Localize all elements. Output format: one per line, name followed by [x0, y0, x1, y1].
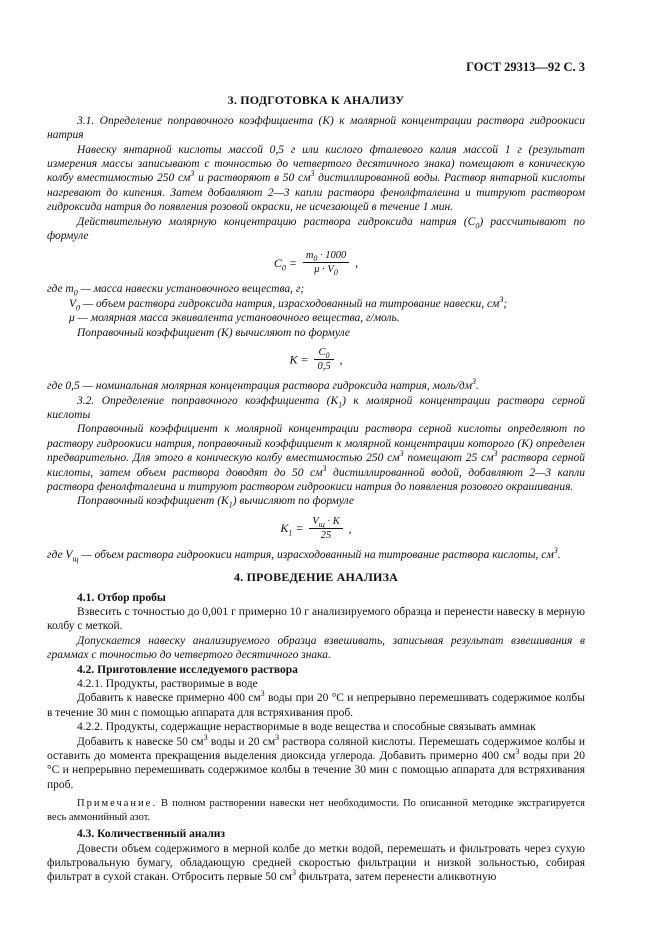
formula-k-fraction — [314, 346, 333, 373]
clause-4-2-2-text: Добавить к навеске 50 $см^3$ воды и 20 $см^3$ раствора соляной кислоты. Перемешать содержимое колбы и оставить до момента прекращения выделения диоксида углерода. Добавить примерно 400 $см^3$ воды при 20 °С и непрерывно перемешивать содержимое колбы в течение 30 мин с помощью аппарата для встряхивания проб. — [47, 732, 586, 791]
formula-k1-denominator: 25 — [320, 529, 332, 541]
clause-4-2-title: 4.2. Приготовление исследуемого раствора — [77, 663, 298, 676]
clause-4-1-text: Взвесить с точностью до 0,001 г примерно 10 г анализируемого образца и перенести навеску в мерную колбу с меткой. — [47, 605, 585, 633]
clause-3-1-concentration-intro: Действительную молярную концентрацию раствора гидроксида натрия $(С_0)$ рассчитывают по формуле — [47, 215, 585, 243]
formula-c0-lhs: $С_0$ = — [273, 255, 297, 273]
legend-c0 — [47, 282, 585, 325]
formula-c0 — [47, 249, 585, 276]
formula-c0-tail: , — [355, 255, 359, 270]
legend-c0-row: μ — молярная масса эквивалента установочного вещества, г/моль. — [69, 312, 400, 325]
formula-c0-fraction — [303, 249, 349, 276]
formula-k-denominator: 0,5 — [317, 361, 331, 373]
legend-c0-row: где $m_0$ — масса навески установочного вещества, г; — [47, 283, 305, 298]
formula-k1 — [47, 515, 585, 542]
formula-c0-numerator: $m_0 \cdot 1000$ — [303, 249, 349, 263]
formula-k-tail: , — [339, 352, 343, 367]
legend-k1: где $V_щ$ — объем раствора гидроокиси натрия, израсходованный на титрование раствора кислоты, $см^3$. — [47, 545, 561, 564]
clause-3-1-title: 3.1. Определение поправочного коэффициента (К) к молярной концентрации раствора гидроокиси натрия — [47, 114, 585, 142]
formula-k1-fraction — [309, 515, 342, 542]
note — [47, 797, 585, 824]
legend-k: где 0,5 — номинальная молярная концентрация раствора гидроксида натрия, моль/$дм^3$. — [47, 377, 479, 393]
clause-3-2-procedure: Поправочный коэффициент к молярной концентрации раствора серной кислоты определяют по раствору гидроокиси натрия, поправочный коэффициент к молярной концентрации которого (К) определен предварительно. Для этого в коническую колбу вместимостью 250 $см^3$ помещают 25 $см^3$ раствора серной кислоты, затем объем раствора доводят до 50 $см^3$ дистиллированной водой, добавляют 2—3 капли раствора фенолфталеина и титруют раствором гидроокиси натрия до появления розового окрашивания. — [47, 423, 585, 493]
formula-k1-lhs: $К_1$ = — [280, 521, 304, 538]
running-header: ГОСТ 29313—92 С. 3 — [466, 60, 585, 74]
clause-4-3-title: 4.3. Количественный анализ — [77, 828, 226, 841]
clause-4-2-1-title: 4.2.1. Продукты, растворимые в воде — [77, 678, 258, 690]
clause-3-2-title: 3.2. Определение поправочного коэффициента $(К_1)$ к молярной концентрации раствора серной кислоты — [47, 394, 586, 421]
formula-k-lhs: К = — [289, 352, 309, 367]
note-label: Примечание. — [77, 798, 157, 810]
formula-k1-tail: , — [348, 521, 352, 536]
k-formula-intro: Поправочный коэффициент (К) вычисляют по формуле — [77, 326, 351, 339]
clause-4-2-1-text: Добавить к навеске примерно 400 $см^3$ воды при 20 °С и непрерывно перемешивать содержимое колбы в течение 30 мин с помощью аппарата для встряхивания проб. — [47, 689, 585, 719]
legend-c0-row: $V_0$ — объем раствора гидроксида натрия, израсходованный на титрование навески, $см^3$; — [69, 295, 508, 313]
clause-4-1-title: 4.1. Отбор пробы — [77, 591, 166, 604]
section-4-heading: 4. ПРОВЕДЕНИЕ АНАЛИЗА — [233, 570, 398, 585]
formula-c0-denominator: $\mu \cdot V_0$ — [314, 264, 338, 278]
formula-k1-numerator: $V_щ \cdot К$ — [309, 515, 342, 529]
clause-4-1-allowance: Допускается навеску анализируемого образца взвешивать, записывая результат взвешивания в граммах с точностью до четвертого десятичного знака. — [47, 634, 585, 662]
k1-formula-intro: Поправочный коэффициент $(К_1)$ вычисляют по формуле — [77, 495, 355, 510]
section-3-heading: 3. ПОДГОТОВКА К АНАЛИЗУ — [227, 93, 405, 108]
clause-4-2-2-title: 4.2.2. Продукты, содержащие нерастворимые в воде вещества и способные связывать аммиак — [77, 721, 536, 734]
clause-3-1-procedure: Навеску янтарной кислоты массой 0,5 г или кислого фталевого калия массой 1 г (результат измерения массы записывают с точностью до четвертого десятичного знака) помещают в коническую колбу вместимостью 250 $см^3$ и растворяют в 50 $см^3$ дистиллированной воды. Раствор янтарной кислоты нагревают до кипения. Затем добавляют 2—3 капли раствора фенолфталеина и титруют раствором гидроксида натрия до появления розовой окраски, не исчезающей в течение 1 мин. — [47, 143, 585, 214]
note-text: В полном растворении навески нет необходимости. По описанной методике экстрагируется весь аммонийный азот. — [47, 798, 585, 823]
formula-k-numerator: $С_0$ — [314, 346, 333, 360]
clause-4-3-text: Довести объем содержимого в мерной колбе до метки водой, перемешать и фильтровать через сухую фильтровальную бумагу, обладающую средней скоростью фильтрации и низкой зольностью, собирая фильтрат в сухой стакан. Отбросить первые 50 $см^3$ фильтрата, затем перенести аликвотную — [47, 842, 585, 884]
formula-k — [47, 346, 585, 373]
